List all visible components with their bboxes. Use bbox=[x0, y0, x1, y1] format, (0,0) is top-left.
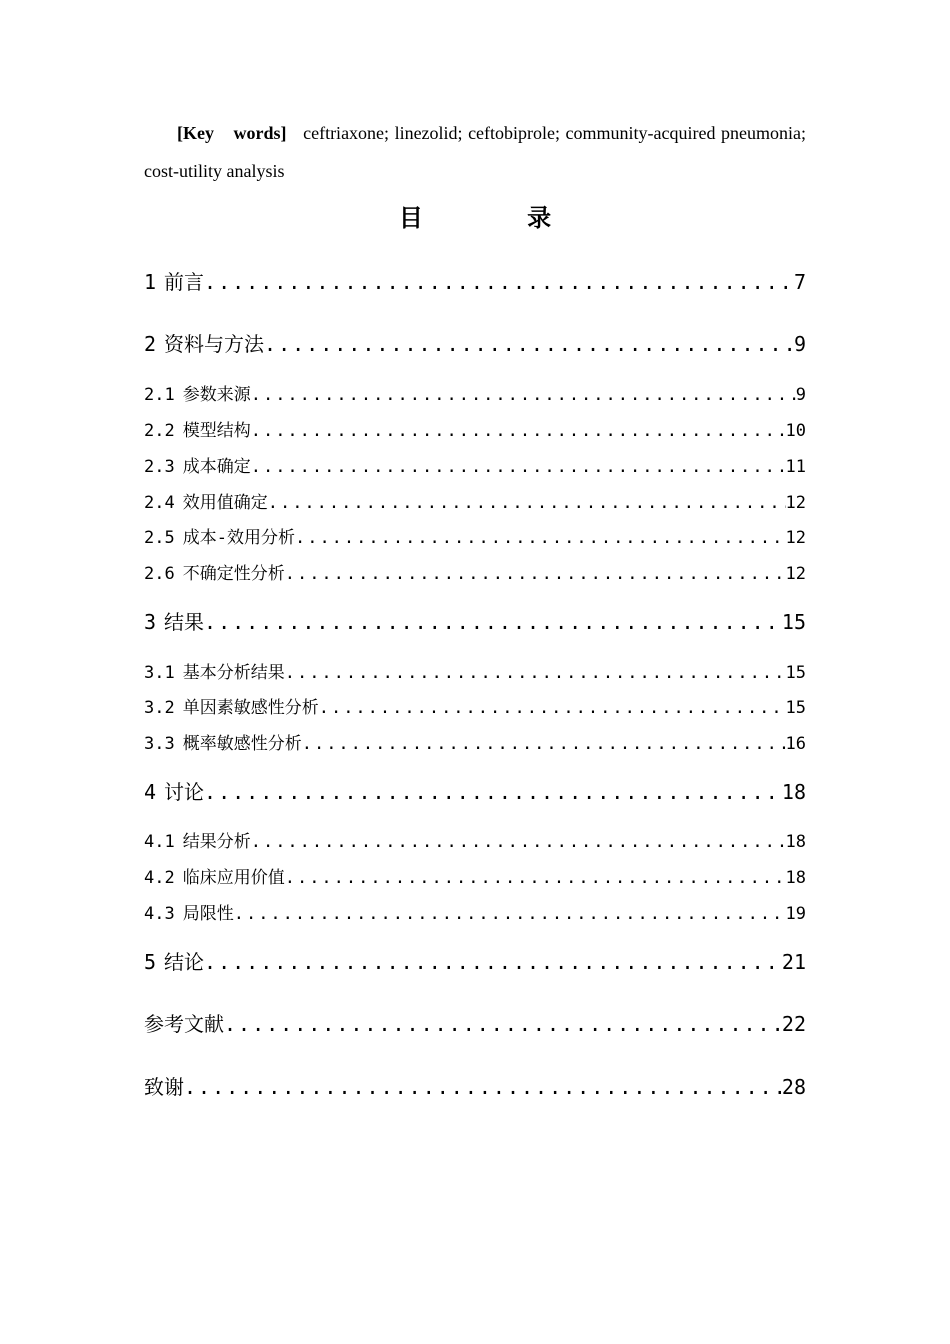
keywords-text: ceftriaxone; linezolid; ceftobiprole; community-acquired pneumonia; cost-utility analysis bbox=[144, 123, 807, 181]
toc-leader bbox=[285, 564, 786, 584]
toc-entry[interactable] bbox=[144, 328, 806, 357]
toc-entry[interactable] bbox=[144, 863, 806, 888]
toc-leader bbox=[251, 385, 796, 405]
toc-leader bbox=[319, 698, 786, 718]
toc-entry-number: 2.5 bbox=[144, 528, 175, 548]
toc-entry[interactable] bbox=[144, 452, 806, 477]
toc-entry[interactable] bbox=[144, 1071, 806, 1100]
toc-entry[interactable] bbox=[144, 776, 806, 805]
toc-leader bbox=[295, 528, 786, 548]
toc-entry[interactable] bbox=[144, 693, 806, 718]
toc-leader bbox=[224, 1012, 782, 1036]
toc-entry-title: 结论 bbox=[164, 950, 205, 974]
toc-entry[interactable] bbox=[144, 523, 806, 548]
toc-title: 目 录 bbox=[398, 204, 600, 232]
toc-entry-page: 15 bbox=[781, 610, 806, 634]
toc-entry-number: 3.2 bbox=[144, 698, 175, 718]
toc-entry-number: 3.3 bbox=[144, 734, 175, 754]
toc-entry-number: 4.2 bbox=[144, 868, 175, 888]
toc-entry[interactable] bbox=[144, 380, 806, 405]
toc-entry-title: 讨论 bbox=[164, 780, 205, 804]
toc-entry-title: 参考文献 bbox=[144, 1012, 224, 1036]
toc-entry[interactable] bbox=[144, 729, 806, 754]
toc-leader bbox=[251, 457, 786, 477]
toc-entry-number: 2.4 bbox=[144, 493, 175, 513]
toc-leader bbox=[204, 270, 794, 294]
toc-entry-number: 1 bbox=[144, 270, 157, 294]
toc-entry-page: 9 bbox=[795, 385, 806, 405]
toc-entry-number: 2.2 bbox=[144, 421, 175, 441]
toc-entry-title: 成本-效用分析 bbox=[182, 528, 295, 548]
toc-leader bbox=[285, 868, 786, 888]
toc-entry-page: 12 bbox=[785, 493, 806, 513]
toc-entry-title: 前言 bbox=[164, 270, 205, 294]
toc-entry[interactable] bbox=[144, 606, 806, 635]
toc-leader bbox=[184, 1075, 782, 1099]
toc-leader bbox=[234, 904, 786, 924]
toc-entry-title: 结果分析 bbox=[182, 832, 251, 852]
toc-entry-title: 单因素敏感性分析 bbox=[182, 698, 319, 718]
toc-entry-page: 15 bbox=[785, 663, 806, 683]
toc-entry-page: 21 bbox=[781, 950, 806, 974]
toc-entry-number: 3.1 bbox=[144, 663, 175, 683]
toc-entry-number: 5 bbox=[144, 950, 157, 974]
toc-entry-number: 4.1 bbox=[144, 832, 175, 852]
toc-entry-page: 7 bbox=[793, 270, 806, 294]
toc-entry-page: 18 bbox=[785, 868, 806, 888]
toc-entry-title: 资料与方法 bbox=[164, 332, 265, 356]
toc-entry-title: 结果 bbox=[164, 610, 205, 634]
toc-entry-page: 22 bbox=[781, 1012, 806, 1036]
toc-entry-title: 临床应用价值 bbox=[182, 868, 285, 888]
toc-entry[interactable] bbox=[144, 559, 806, 584]
toc-entry-title: 致谢 bbox=[144, 1075, 184, 1099]
toc-entry-page: 10 bbox=[785, 421, 806, 441]
toc-entry-number: 4.3 bbox=[144, 904, 175, 924]
toc-entry[interactable] bbox=[144, 827, 806, 852]
toc-entry[interactable] bbox=[144, 488, 806, 513]
toc-entry[interactable] bbox=[144, 1008, 806, 1037]
toc-entry-page: 12 bbox=[785, 528, 806, 548]
toc-entry-page: 15 bbox=[785, 698, 806, 718]
toc-entry[interactable] bbox=[144, 266, 806, 295]
toc-entry-page: 19 bbox=[785, 904, 806, 924]
toc-entry-page: 28 bbox=[781, 1075, 806, 1099]
toc-entry-page: 16 bbox=[785, 734, 806, 754]
toc-entry-number: 2.3 bbox=[144, 457, 175, 477]
toc-entry-page: 12 bbox=[785, 564, 806, 584]
toc-leader bbox=[204, 610, 782, 634]
toc-entry-number: 2.6 bbox=[144, 564, 175, 584]
toc-leader bbox=[268, 493, 786, 513]
toc-leader bbox=[251, 421, 786, 441]
toc-entry[interactable] bbox=[144, 899, 806, 924]
keywords-paragraph bbox=[144, 114, 806, 190]
toc-entry-page: 18 bbox=[785, 832, 806, 852]
toc-leader bbox=[251, 832, 786, 852]
toc-entry[interactable] bbox=[144, 658, 806, 683]
toc-entry-number: 3 bbox=[144, 610, 157, 634]
toc-leader bbox=[302, 734, 786, 754]
toc-entry-page: 18 bbox=[781, 780, 806, 804]
toc-entry-title: 概率敏感性分析 bbox=[182, 734, 302, 754]
toc-entry-title: 参数来源 bbox=[182, 385, 251, 405]
toc-entry-page: 11 bbox=[785, 457, 806, 477]
toc-entry-title: 效用值确定 bbox=[182, 493, 268, 513]
toc-leader bbox=[285, 663, 786, 683]
toc-leader bbox=[204, 950, 782, 974]
toc-entry-title: 模型结构 bbox=[182, 421, 251, 441]
toc-entry-title: 不确定性分析 bbox=[182, 564, 285, 584]
toc-entry-title: 成本确定 bbox=[182, 457, 251, 477]
toc-entry-title: 局限性 bbox=[182, 904, 234, 924]
toc-entry-number: 4 bbox=[144, 780, 157, 804]
toc-entry-title: 基本分析结果 bbox=[182, 663, 285, 683]
toc-entry[interactable] bbox=[144, 416, 806, 441]
toc-entry-number: 2 bbox=[144, 332, 157, 356]
keywords-label: [Key words] bbox=[177, 123, 287, 143]
toc-entry-page: 9 bbox=[793, 332, 806, 356]
toc-entry-number: 2.1 bbox=[144, 385, 175, 405]
toc-leader bbox=[204, 780, 782, 804]
toc-entry[interactable] bbox=[144, 946, 806, 975]
toc-leader bbox=[264, 332, 794, 356]
